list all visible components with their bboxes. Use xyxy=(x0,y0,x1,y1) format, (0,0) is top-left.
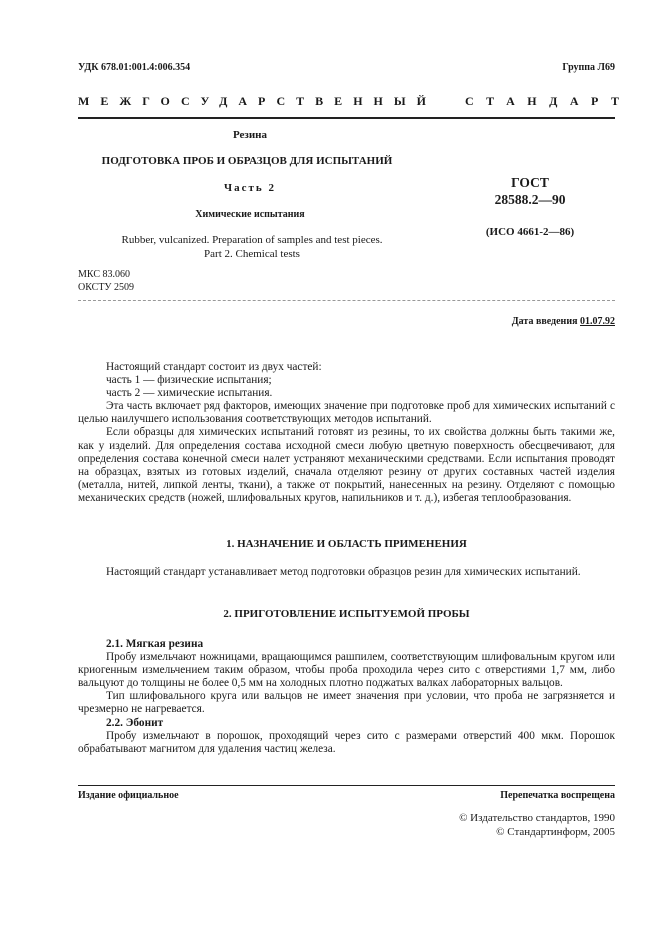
group-code: Группа Л69 xyxy=(562,62,615,73)
english-title-line2: Part 2. Chemical tests xyxy=(204,248,300,260)
standard-type-right: СТАНДАРТ xyxy=(465,94,632,108)
intro-paragraph: Эта часть включает ряд факторов, имеющих значение при подготовке проб для химических испытаний с целью наилучшего использования соответствующих методов испытаний. xyxy=(78,400,615,426)
udk-code: УДК 678.01:001.4:006.354 xyxy=(78,62,191,73)
official-edition: Издание официальное xyxy=(78,790,179,801)
document-subtitle: Химические испытания xyxy=(195,209,305,220)
section1-paragraph: Настоящий стандарт устанавливает метод подготовки образцов резин для химических испытаний. xyxy=(106,566,581,578)
section2-paragraph: Пробу измельчают в порошок, проходящий через сито с размерами отверстий 400 мкм. Порошок обрабатывают магнитом для удаления частиц железа. xyxy=(78,729,615,755)
copyright-2005: © Стандартинформ, 2005 xyxy=(496,826,615,838)
gost-number: 28588.2—90 xyxy=(494,192,566,207)
english-title-line1: Rubber, vulcanized. Preparation of samples and test pieces. xyxy=(121,234,383,246)
gost-label: ГОСТ xyxy=(511,175,549,190)
intro-paragraph: часть 2 — химические испытания. xyxy=(106,387,273,400)
intro-text xyxy=(78,361,615,505)
section2-paragraph: Тип шлифовального круга или вальцов не имеет значения при условии, что проба не загрязняется и чрезмерно не нагревается. xyxy=(78,690,615,716)
intro-paragraph: Если образцы для химических испытаний готовят из резины, то их свойства должны быть такими же, как у изделий. Для определения состава исходной смеси любую цветную поверхность обесцвечивают, для определения состава конечной смеси налет устраняют механическими средствами. Если испытания проводят на образцах, взятых из готовых изделий, сначала отделяют резину от других составных частей изделия (металла, нитей, липкой ленты, ткани), а также от покрытий, нанесенных на резину. Отделяют с помощью механических средств (ножей, шлифовальных кругов, напильников и т. д.), избегая теплообразования. xyxy=(78,426,615,504)
mks-code: МКС 83.060 xyxy=(78,269,130,280)
standard-type-left: МЕЖГОСУДАРСТВЕННЫЙ xyxy=(78,94,437,108)
section2-paragraph: Пробу измельчают ножницами, вращающимся рашпилем, соответствующим шлифовальным кругом или криогенным измельчением таким образом, чтобы проба проходила через сито с отверстиями 1,7 мм, либо вальцуют до толщины не более 0,5 мм на холодных плотно поджатых валках лабораторных вальцов. xyxy=(78,651,615,690)
section2-text xyxy=(78,638,615,756)
section1-text xyxy=(78,566,615,579)
material-label: Резина xyxy=(232,129,268,141)
subsection-title-soft-rubber: 2.1. Мягкая резина xyxy=(106,638,204,650)
footer-rule xyxy=(78,785,615,786)
header-rule xyxy=(78,117,615,119)
okstu-code: ОКСТУ 2509 xyxy=(78,282,135,293)
effective-date xyxy=(512,316,615,327)
iso-reference: (ИСО 4661-2—86) xyxy=(485,226,575,238)
subsection-title-ebonite: 2.2. Эбонит xyxy=(106,716,164,729)
part-label: Часть 2 xyxy=(224,182,276,194)
title-divider xyxy=(78,300,615,301)
effective-date-value: 01.07.92 xyxy=(580,316,615,327)
intro-paragraph: часть 1 — физические испытания; xyxy=(106,374,272,387)
intro-paragraph: Настоящий стандарт состоит из двух частей: xyxy=(106,361,322,373)
copyright-1990: © Издательство стандартов, 1990 xyxy=(459,812,615,824)
section2-heading: 2. ПРИГОТОВЛЕНИЕ ИСПЫТУЕМОЙ ПРОБЫ xyxy=(223,608,470,620)
document-title: ПОДГОТОВКА ПРОБ И ОБРАЗЦОВ ДЛЯ ИСПЫТАНИЙ xyxy=(101,155,393,167)
reprint-notice: Перепечатка воспрещена xyxy=(500,790,615,801)
section1-heading: 1. НАЗНАЧЕНИЕ И ОБЛАСТЬ ПРИМЕНЕНИЯ xyxy=(226,538,467,550)
effective-date-label: Дата введения xyxy=(511,316,578,327)
